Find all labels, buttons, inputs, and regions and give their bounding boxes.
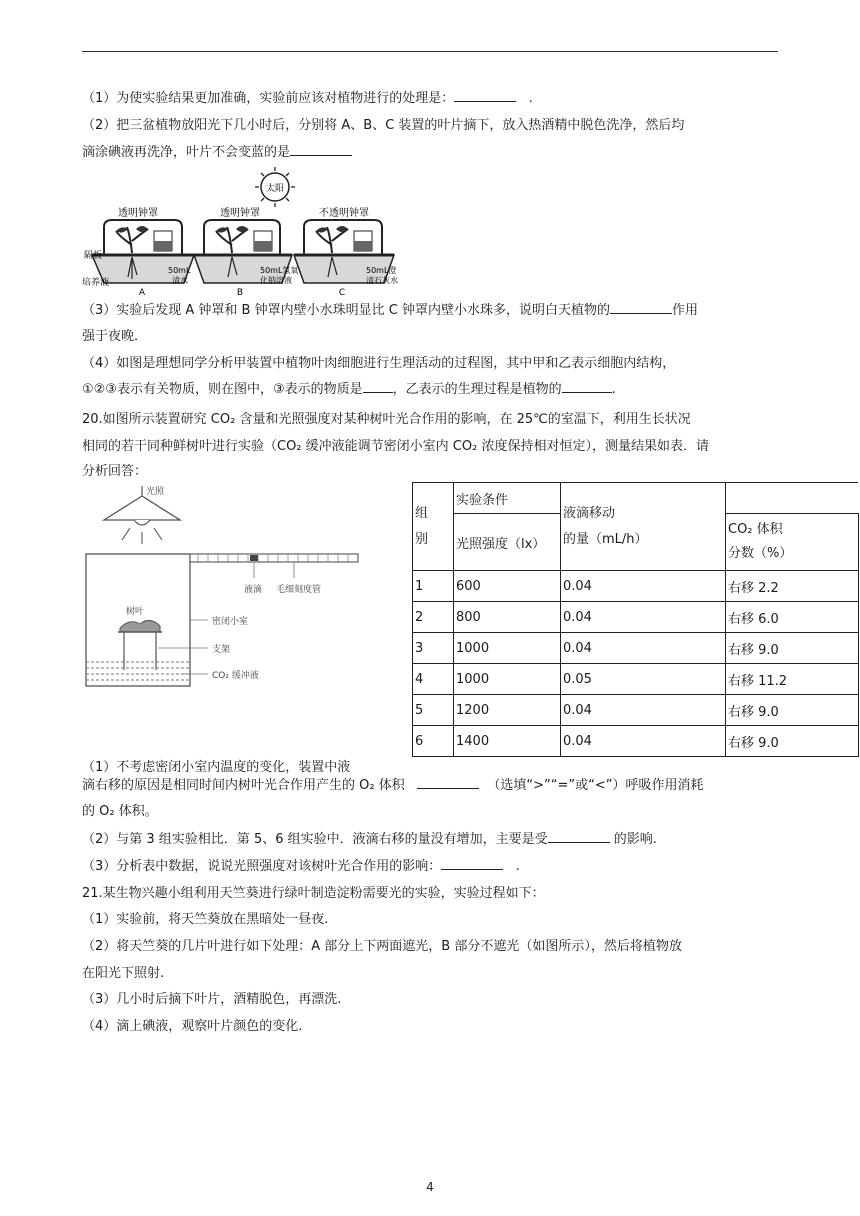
q20-part3: （3）分析表中数据，说说光照强度对该树叶光合作用的影响： . bbox=[82, 859, 520, 874]
buffer-label: CO₂ 缓冲液 bbox=[212, 671, 259, 681]
q20-part2: （2）与第 3 组实验相比．第 5、6 组实验中．液滴右移的量没有增加，主要是受 的影响. bbox=[82, 832, 657, 847]
cell-co2: 右移 9.0 bbox=[726, 726, 859, 757]
cell-group: 5 bbox=[413, 695, 454, 726]
answer-blank bbox=[610, 301, 672, 314]
q19-part3-line2: 强于夜晚． bbox=[82, 329, 148, 344]
capillary-tube bbox=[190, 554, 358, 562]
cell-co2: 右移 9.0 bbox=[726, 695, 859, 726]
cell-co2: 右移 6.0 bbox=[726, 602, 859, 633]
jar-c-label: 不透明钟罩 bbox=[319, 208, 369, 219]
table-row bbox=[413, 726, 859, 757]
header-co2: CO₂ 体积 分数（%） bbox=[726, 514, 859, 571]
results-table bbox=[412, 482, 859, 757]
cell-movement: 0.04 bbox=[561, 602, 726, 633]
water-b-label: 50mL氢氧 bbox=[260, 266, 299, 275]
apparatus-figure bbox=[82, 486, 372, 692]
cell-group: 6 bbox=[413, 726, 454, 757]
table-row bbox=[413, 602, 859, 633]
answer-blank bbox=[548, 830, 610, 843]
sun-label: 太阳 bbox=[265, 184, 285, 194]
droplet-label: 液滴 bbox=[244, 585, 263, 595]
cell-light: 1400 bbox=[454, 726, 561, 757]
jar-a-letter: A bbox=[138, 288, 146, 297]
answer-blank bbox=[290, 143, 352, 156]
stand-label: 支架 bbox=[212, 645, 231, 655]
leaf-label: 树叶 bbox=[126, 607, 145, 617]
partition-label: 隔板 bbox=[84, 251, 103, 261]
answer-blank bbox=[562, 380, 612, 393]
cell-co2: 右移 9.0 bbox=[726, 633, 859, 664]
q21-stem: 21.某生物兴趣小组利用天竺葵进行绿叶制造淀粉需要光的实验，实验过程如下： bbox=[82, 886, 545, 901]
cell-group: 3 bbox=[413, 633, 454, 664]
cell-light: 1000 bbox=[454, 664, 561, 695]
cell-movement: 0.05 bbox=[561, 664, 726, 695]
jar-c-letter: C bbox=[338, 288, 346, 297]
cell-light: 1000 bbox=[454, 633, 561, 664]
table-row bbox=[413, 664, 859, 695]
q21-step2-line1: （2）将天竺葵的几片叶进行如下处理：A 部分上下两面遮光，B 部分不遮光（如图所示），然后将植物放 bbox=[82, 939, 682, 954]
table-row bbox=[413, 571, 859, 602]
water-c-label: 50mL澄 bbox=[366, 266, 397, 275]
cell-movement: 0.04 bbox=[561, 633, 726, 664]
cell-co2: 右移 2.2 bbox=[726, 571, 859, 602]
water-b-label-2: 化钠溶液 bbox=[260, 276, 292, 285]
nutrient-label: 培养液 bbox=[82, 278, 110, 288]
q20-part1-line3: 的 O₂ 体积。 bbox=[82, 804, 158, 819]
answer-blank bbox=[363, 380, 393, 393]
q20-stem-line1: 20.如图所示装置研究 CO₂ 含量和光照强度对某种树叶光合作用的影响，在 25℃的室温下，利用生长状况 bbox=[82, 412, 691, 427]
q19-part2-line1: （2）把三盆植物放阳光下几小时后，分别将 A、B、C 装置的叶片摘下，放入热酒精中脱色洗净，然后均 bbox=[82, 118, 685, 133]
header-movement: 液滴移动 的量（mL/h） bbox=[561, 483, 726, 571]
q21-step3: （3）几小时后摘下叶片，酒精脱色，再漂洗. bbox=[82, 992, 342, 1007]
bell-jar-figure bbox=[82, 165, 410, 297]
table-row bbox=[413, 633, 859, 664]
cell-co2: 右移 11.2 bbox=[726, 664, 859, 695]
answer-blank bbox=[454, 89, 516, 102]
answer-blank bbox=[441, 857, 503, 870]
header-group: 组 别 bbox=[413, 483, 454, 571]
q20-stem-line2: 相同的若干同种鲜树叶进行实验（CO₂ 缓冲液能调节密闭小室内 CO₂ 浓度保持相对恒定），测量结果如表．请 bbox=[82, 439, 709, 454]
cell-light: 800 bbox=[454, 602, 561, 633]
header-rule bbox=[82, 51, 778, 52]
answer-blank bbox=[417, 776, 479, 789]
table-row bbox=[413, 695, 859, 726]
water-a-label: 50mL bbox=[168, 266, 191, 275]
tube-label: 毛细刻度管 bbox=[276, 585, 322, 595]
q19-part4-line2: ①②③表示有关物质，则在图中，③表示的物质是 ，乙表示的生理过程是植物的 . bbox=[82, 382, 616, 397]
water-a-label-2: 清水 bbox=[172, 276, 188, 285]
q20-part1-line2: 滴右移的原因是相同时间内树叶光合作用产生的 O₂ 体积 （选填“>”“=”或“<”）呼吸作用消耗 bbox=[82, 778, 704, 793]
cell-light: 1200 bbox=[454, 695, 561, 726]
header-conditions: 实验条件 bbox=[454, 483, 561, 514]
cell-group: 1 bbox=[413, 571, 454, 602]
q19-part3-line1: （3）实验后发现 A 钟罩和 B 钟罩内壁小水珠明显比 C 钟罩内壁小水珠多，说明白天植物的 作用 bbox=[82, 303, 698, 318]
header-light: 光照强度（lx） bbox=[454, 514, 561, 571]
q19-part1: （1）为使实验结果更加准确，实验前应该对植物进行的处理是： . bbox=[82, 91, 533, 106]
table-header-row bbox=[413, 483, 859, 514]
q20-stem-line3: 分析回答： bbox=[82, 464, 148, 479]
jar-a-label: 透明钟罩 bbox=[118, 208, 158, 219]
cell-light: 600 bbox=[454, 571, 561, 602]
jar-b-letter: B bbox=[236, 288, 244, 297]
cell-group: 4 bbox=[413, 664, 454, 695]
water-c-label-2: 清石灰水 bbox=[366, 276, 398, 285]
jar-b-label: 透明钟罩 bbox=[220, 208, 260, 219]
cell-group: 2 bbox=[413, 602, 454, 633]
q20-part1-line1: （1）不考虑密闭小室内温度的变化，装置中液 bbox=[82, 760, 351, 775]
cell-movement: 0.04 bbox=[561, 726, 726, 757]
lamp-icon bbox=[104, 486, 180, 544]
page-number: 4 bbox=[426, 1180, 434, 1194]
chamber-label: 密闭小室 bbox=[212, 617, 249, 627]
light-label: 光照 bbox=[146, 487, 165, 497]
header-empty bbox=[726, 483, 859, 514]
q21-step4: （4）滴上碘液，观察叶片颜色的变化. bbox=[82, 1019, 303, 1034]
q21-step1: （1）实验前，将天竺葵放在黑暗处一昼夜. bbox=[82, 912, 329, 927]
q19-part4-line1: （4）如图是理想同学分析甲装置中植物叶肉细胞进行生理活动的过程图，其中甲和乙表示细胞内结构， bbox=[82, 356, 676, 371]
q19-part2-line2: 滴涂碘液再洗净，叶片不会变蓝的是 bbox=[82, 143, 352, 162]
cell-movement: 0.04 bbox=[561, 571, 726, 602]
cell-movement: 0.04 bbox=[561, 695, 726, 726]
q21-step2-line2: 在阳光下照射. bbox=[82, 966, 165, 981]
